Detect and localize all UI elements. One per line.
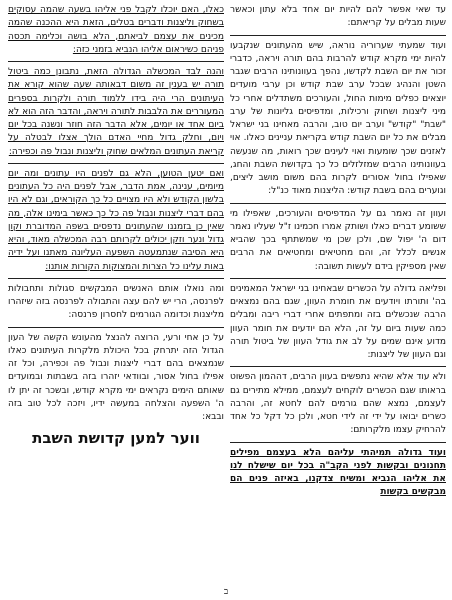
paragraph: ולא עוד אלא שהיא נתפשים בעוון הרבים, דההמון הפשוט בראותו שגם הכשרים לוקחים לעצמם, ממילא מתירים גם לעצמם, נמצא שהם גורמים להם לחטא זה, והרבה כשרים יבואו על ידי זה לידי חטא, ולכן כל דקל כל אחד להרחיק עצמו מלקרותם: xyxy=(230,372,446,436)
divider xyxy=(8,163,224,164)
paragraph: כאלו, האם יוכלו לקבל פני אליהו בשעה שהמה עסוקים בשחוק וליצנות ודברים בטלים, הזאת היא ההכנה שהמה מכינים את עצמם לביאתם, הלא בושה וכלימה תכסה פניהם כשיראום אליהו הנביא בזמני כזה: xyxy=(8,5,224,55)
divider xyxy=(230,35,446,36)
left-column xyxy=(8,4,224,589)
paragraph: ועוד שמעתי שערוריה נוראה, שיש מהעתונים שנקבעו להיות ימי מקרא קודש להרבות בהם תורה ויראה, כדברי זכור את יום השבת לקדשו, נהפך בעוונותינו הרבים שגבר השטן והנהיג שבכל ערב שבת קודש וכן ערבי מועדים יוצאים כפלים מימות החול, והעורכים משתדלים אחרי כל מיני ליצנות ושחוק ורכילות, ומדפיסים גליונות של ערב "שבת" "קודש" וערב יום טוב, והרבה מאחינו בני ישראל מבלים את כל יום השבת קודש בקריאת עניינים כאלו. אוי לאזנים שכך שומעות ואוי לעינים שכך רואות, מה שנעשה בעוונותינו הרבים שמזלזלים כל כך בקדושת השבת והחג, שאפילו בחול אסורים לקרות בהם משום מושב ליצים, וגוערים בהם בשבת קודש: הליצנות מאוד כנ"ל: xyxy=(230,40,446,197)
divider xyxy=(230,366,446,367)
paragraph: והנה לבד המכשלה הגדולה הזאת, נתבונן כמה ביטול תורה יש בענין זה משום דבאותה שעה שהוא קורא את העיתונים הרי היה בידו ללמוד תורה ולקרות בספרים המעוררים את הלבבות לתורה ויראה, והדבר הזה הוא לא ביום אחד או יומים, אלא הדבר הזה חוזר ונשנה בכל יום ויום, וחלק גדול מחיי האדם הולך אצלו לבטלה על קריאת העתונים המלאים שחוק וליצנות ונבול פה וכפירה: xyxy=(8,67,224,157)
emphasis-paragraph: ועוד גדולה תמיהתי עליהם הלא בעצמם מפילים תחנונים ובקשות לפני הקב"ה בכל יום שישלח לנו את אליהו הנביא ומשיח צדקנו, באיזה פנים הם מבקשים בקשות xyxy=(230,447,446,498)
paragraph: ואם יטען הטוען, הלא גם לפנים היו עתונים ומה יום מיומים, ענינה, אמת הדבר, אבל לפנים היה כל העתונים בלשון הקודש ולא היו מצויים כל כך הקוראים, וגם לא היו בהם דברי ליצנות ונבול פה כל כך כאשר בימינו אלה, מה שאין כן בזמננו שהעתונים נדפסים בשפה המדוברת וקון גדול ונער וזקן יכולים לקרותם רבה המכשלה מאוד, והיא היא הסיבה שנתמעטה השפעה העליונה מאתנו ועל ידיה באות עלינו כל הצרות והמצוקות הקורות אותנו: xyxy=(8,168,224,272)
paragraph: ומה נואלו אותם האנשים המבקשים סגולות ותחבולות לפרנסה, הרי יש להם עצה והתבולה לפרנסה בזה שיזהרו מליצנות וכדומה הגורמים לחסרון פרנסה: xyxy=(8,283,224,321)
divider xyxy=(8,278,224,279)
divider xyxy=(230,203,446,204)
page-number: ב xyxy=(223,587,229,597)
document-page xyxy=(8,4,446,589)
divider xyxy=(230,442,446,443)
paragraph: ופליאה גדולה על הכשרים שבאחינו בני ישראל המאמינים בה' ותורתו ויודעים את חומרת העוון, שגם בהם נמצאים הרבה שנכשלים בזה ומתפתים אחרי דברי ריבה ומבלים כמה שעות ביום על זה, הלא הם יודעים את חומר העוון מדוע אינם שמים על לב את גודל העוון של ביטול תורה וגם העוון של ליצנות: xyxy=(230,283,446,360)
divider xyxy=(8,327,224,328)
paragraph: על כן אחי ורעי, הרוצה להנצל מהעונש הקשה של העון הגדול הזה יתרחק בכל היכולת מלקרות העיתונים כאלו שנמצאים בהם דברי ליצנות ונבול פה וכפירה, וכל זה אפילו בחול אסור, ובוודאי יזהרו בזה בשבתות ובמועדים שאותם הימים נקראים ימי מקרא קודש, ובשכר זה יתן לו ה' השפעה והצלחה במעשה ידיו, ויזכה לכל טוב בזה ובבא: xyxy=(8,332,224,422)
right-column xyxy=(230,4,446,589)
paragraph: עד שאי אפשר להם להיות יום אחד בלא עתון וכאשר שעות מבלים על קריאתם: xyxy=(230,5,446,29)
divider xyxy=(230,278,446,279)
signature: ווער למען קדושת השבת xyxy=(32,429,200,448)
divider xyxy=(8,61,224,62)
paragraph: ועוון זה נאמר גם על המדפיסים והעורכים, שאפילו מי ששומע דברים כאלו ושותק אמרו חכמינו ז"ל שעליו נאמר דום ה' יפול שם, ולכן שכן מי שמשתתף בכך שהביא אנשים לכלל זה, והם מחטיאים ומחטיאים את הרבים שאין מספיקין בידם לעשות תשובה: xyxy=(230,208,446,272)
